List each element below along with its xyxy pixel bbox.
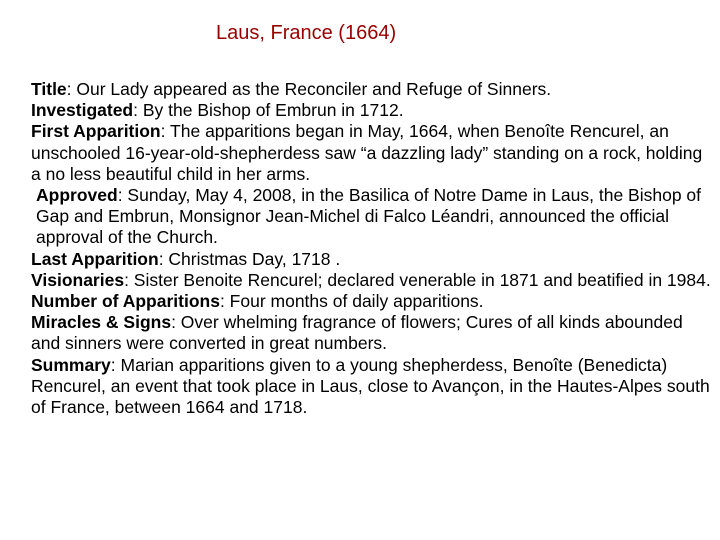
entry-label: Summary bbox=[31, 354, 111, 375]
entry-approved bbox=[31, 185, 713, 249]
entry-text: : Sunday, May 4, 2008, in the Basilica of Notre Dame in Laus, the Bishop of Gap and Embrun, Monsignor Jean-Michel di Falco Léandri, announced the official approval of the Church. bbox=[36, 185, 702, 248]
entry-label: Title bbox=[31, 79, 67, 99]
entry-text: : Our Lady appeared as the Reconciler and Refuge of Sinners. bbox=[66, 79, 552, 99]
entry-text: : Four months of daily apparitions. bbox=[219, 291, 484, 312]
entry-text: : Christmas Day, 1718 . bbox=[158, 248, 341, 269]
slide-body bbox=[31, 79, 713, 418]
entry-label: Number of Apparitions bbox=[31, 291, 220, 312]
entry-investigated bbox=[31, 100, 713, 121]
entry-text: : The apparitions began in May, 1664, when Benoîte Rencurel, an unschooled 16-year-old-shepherdess saw “a dazzling lady” standing on a rock, holding a no less beautiful child in her arms. bbox=[31, 121, 703, 184]
slide-title: Laus, France (1664) bbox=[216, 22, 397, 44]
entry-label: First Apparition bbox=[31, 121, 161, 142]
entry-last-apparition bbox=[31, 249, 713, 270]
entry-text: : Sister Benoite Rencurel; declared venerable in 1871 and beatified in 1984. bbox=[124, 269, 711, 290]
entry-miracles-signs bbox=[31, 312, 713, 354]
entry-label: Approved bbox=[36, 185, 118, 206]
entry-label: Investigated bbox=[31, 100, 134, 121]
entry-text: : By the Bishop of Embrun in 1712. bbox=[133, 100, 404, 121]
entry-number-of-apparitions bbox=[31, 291, 713, 312]
entry-title bbox=[31, 79, 713, 100]
entry-label: Miracles & Signs bbox=[31, 312, 172, 333]
entry-first-apparition bbox=[31, 121, 713, 185]
entry-visionaries bbox=[31, 270, 713, 291]
entry-text: : Over whelming fragrance of flowers; Cures of all kinds abounded and sinners were converted in great numbers. bbox=[31, 312, 683, 354]
entry-label: Last Apparition bbox=[31, 248, 159, 269]
entry-label: Visionaries bbox=[31, 269, 125, 290]
entry-summary bbox=[31, 355, 713, 419]
entry-text: : Marian apparitions given to a young shepherdess, Benoîte (Benedicta) Rencurel, an event that took place in Laus, close to Avançon, in the Hautes-Alpes south of France, between 1664 and 1718. bbox=[31, 354, 710, 418]
